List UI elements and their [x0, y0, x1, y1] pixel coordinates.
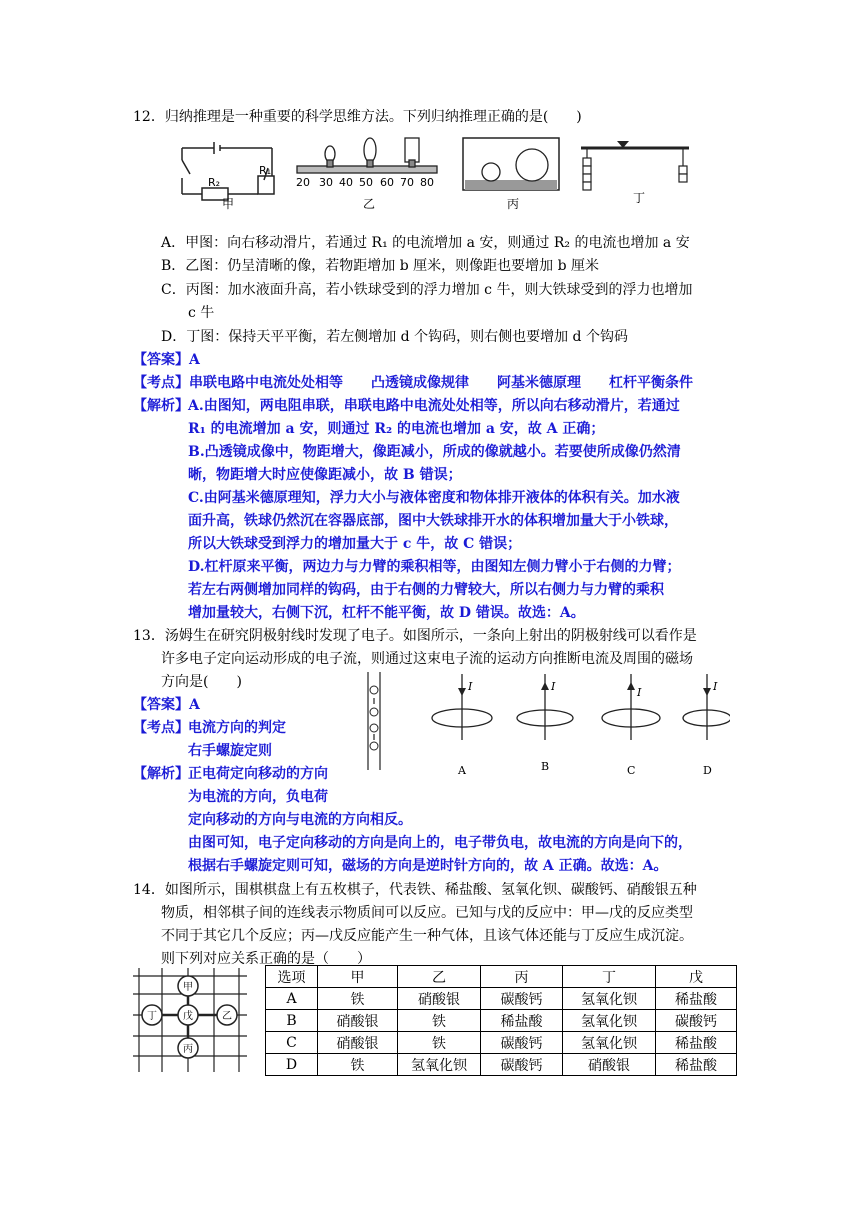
optical-bench-figure-yi	[293, 136, 443, 210]
q12-analysis-line: C.由阿基米德原理知，浮力大小与液体密度和物体排开液体的体积有关。加水液	[188, 490, 680, 506]
table-cell: 氢氧化钡	[398, 1054, 481, 1076]
table-header: 丁	[563, 966, 656, 988]
r1-label: R₁	[259, 164, 272, 177]
q12-option-c-cont: c 牛	[188, 305, 215, 321]
point-text: 串联电路中电流处处相等 凸透镜成像规律 阿基米德原理 杠杆平衡条件	[189, 375, 693, 391]
q14-stem-line: 则下列对应关系正确的是（ ）	[161, 951, 371, 967]
current-label-c: I	[637, 686, 642, 699]
q12-analysis-line: D.杠杆原来平衡，两边力与力臂的乘积相等，由图知左侧力臂小于右侧的力臂；	[188, 559, 681, 575]
scale-80: 80	[420, 176, 434, 189]
stone-label-yi: 乙	[222, 1011, 232, 1022]
table-cell: 硝酸银	[398, 988, 481, 1010]
scale-20: 20	[296, 176, 310, 189]
q14-stem-line: 物质，相邻棋子间的连线表示物质间可以反应。已知与戊的反应中：甲—戊的反应类型	[161, 905, 693, 921]
q13-point: 电流方向的判定	[188, 720, 286, 736]
table-cell: 氢氧化钡	[563, 1010, 656, 1032]
table-header: 选项	[266, 966, 318, 988]
fig-yi-caption: 乙	[363, 197, 376, 210]
q12-point	[133, 373, 693, 393]
table-cell: 稀盐酸	[656, 1032, 737, 1054]
fig-jia-caption: 甲	[222, 197, 235, 210]
table-cell: 铁	[318, 988, 398, 1010]
table-row	[266, 1032, 737, 1054]
table-row	[266, 988, 737, 1010]
q13-analysis-line: 为电流的方向，负电荷	[188, 789, 328, 805]
q13-analysis-line: 根据右手螺旋定则可知，磁场的方向是逆时针方向的，故 A 正确。故选：A。	[188, 858, 668, 874]
lever-figure-ding	[577, 136, 697, 210]
q13-analysis-line: 定向移动的方向与电流的方向相反。	[188, 812, 412, 828]
q14-stem-line: 不同于其它几个反应；丙—戊反应能产生一种气体，且该气体还能与丁反应生成沉淀。	[161, 928, 693, 944]
table-cell: 硝酸银	[318, 1032, 398, 1054]
scale-30: 30	[319, 176, 333, 189]
options-table	[265, 965, 737, 1076]
table-cell: 稀盐酸	[481, 1010, 563, 1032]
q12-option-a: A．甲图：向右移动滑片，若通过 R₁ 的电流增加 a 安，则通过 R₂ 的电流也增加 a 安	[161, 235, 690, 251]
q12-analysis-line: 面升高，铁球仍然沉在容器底部，图中大铁球排开水的体积增加量大于小铁球，	[188, 513, 678, 529]
table-cell: 碳酸钙	[656, 1010, 737, 1032]
stone-label-wu: 戊	[183, 1011, 193, 1022]
current-label-b: I	[551, 680, 556, 693]
table-cell: B	[266, 1010, 318, 1032]
q12-analysis-line: B.凸透镜成像中，物距增大，像距减小，所成的像就越小。若要使所成像仍然清	[188, 444, 681, 460]
table-cell: 铁	[398, 1010, 481, 1032]
table-row	[266, 1010, 737, 1032]
option-label-a: A	[458, 764, 466, 777]
point-tag: 【考点】	[133, 375, 189, 391]
option-label-c: C	[627, 764, 636, 777]
table-header: 甲	[318, 966, 398, 988]
q12-analysis-line: R₁ 的电流增加 a 安，则通过 R₂ 的电流也增加 a 安，故 A 正确；	[188, 421, 605, 437]
electron-tube	[368, 672, 380, 770]
q12-analysis-tag: 【解析】	[133, 398, 189, 414]
option-label-b: B	[541, 760, 550, 773]
r2-label: R₂	[208, 176, 221, 189]
stone-label-ding: 丁	[147, 1011, 157, 1022]
q13-stem-line: 许多电子定向运动形成的电子流，则通过这束电子流的运动方向推断电流及周围的磁场	[161, 651, 693, 667]
scale-40: 40	[339, 176, 353, 189]
buoyancy-figure-bing	[461, 136, 563, 210]
q13-point: 右手螺旋定则	[188, 743, 272, 759]
table-cell: C	[266, 1032, 318, 1054]
answer-value: A	[189, 352, 200, 368]
q13-point-tag: 【考点】	[133, 720, 189, 736]
q12-analysis-line: 若左右两侧增加同样的钩码，由于右侧的力臂较大，所以右侧力与力臂的乘积	[188, 582, 664, 598]
option-label-d: D	[703, 764, 712, 777]
q12-option-b: B．乙图：仍呈清晰的像，若物距增加 b 厘米，则像距也要增加 b 厘米	[161, 258, 600, 274]
scale-70: 70	[400, 176, 414, 189]
q12-analysis-line: A.由图知，两电阻串联，串联电路中电流处处相等，所以向右移动滑片，若通过	[188, 398, 680, 414]
q12-option-d: D．丁图：保持天平平衡，若左侧增加 d 个钩码，则右侧也要增加 d 个钩码	[161, 329, 628, 345]
table-cell: 硝酸银	[318, 1010, 398, 1032]
answer-value: A	[189, 697, 200, 713]
table-cell: 碳酸钙	[481, 988, 563, 1010]
table-cell: D	[266, 1054, 318, 1076]
q13-answer	[133, 695, 200, 715]
table-row	[266, 1054, 737, 1076]
q12-analysis-line: 增加量较大，右侧下沉，杠杆不能平衡，故 D 错误。故选：A。	[188, 605, 585, 621]
stone-label-bing: 丙	[183, 1044, 193, 1055]
q14-stem-line: 14．如图所示，围棋棋盘上有五枚棋子，代表铁、稀盐酸、氢氧化钡、碳酸钙、硝酸银五种	[133, 882, 697, 898]
q13-stem-line: 13．汤姆生在研究阴极射线时发现了电子。如图所示，一条向上射出的阴极射线可以看作是	[133, 628, 697, 644]
table-cell: 稀盐酸	[656, 988, 737, 1010]
q12-analysis-line: 所以大铁球受到浮力的增加量大于 c 牛，故 C 错误；	[188, 536, 522, 552]
table-header: 丙	[481, 966, 563, 988]
current-label-a: I	[468, 680, 473, 693]
q12-analysis-line: 晰，物距增大时应使像距减小，故 B 错误；	[188, 467, 462, 483]
table-header-row	[266, 966, 737, 988]
scale-50: 50	[359, 176, 373, 189]
table-cell: 硝酸银	[563, 1054, 656, 1076]
answer-tag: 【答案】	[133, 352, 189, 368]
table-cell: 稀盐酸	[656, 1054, 737, 1076]
circuit-figure-jia	[176, 136, 278, 210]
table-header: 戊	[656, 966, 737, 988]
go-board-figure	[131, 966, 249, 1076]
current-label-d: I	[713, 680, 718, 693]
table-header: 乙	[398, 966, 481, 988]
table-cell: 铁	[398, 1032, 481, 1054]
answer-tag: 【答案】	[133, 697, 189, 713]
table-cell: 氢氧化钡	[563, 988, 656, 1010]
fig-bing-caption: 丙	[507, 197, 520, 210]
scale-60: 60	[380, 176, 394, 189]
q13-stem-line: 方向是( )	[161, 674, 242, 690]
table-cell: 氢氧化钡	[563, 1032, 656, 1054]
fig-ding-caption: 丁	[633, 191, 646, 205]
electron-beam-figure	[360, 670, 730, 782]
table-cell: A	[266, 988, 318, 1010]
table-cell: 碳酸钙	[481, 1054, 563, 1076]
stone-label-jia: 甲	[183, 982, 193, 993]
q13-analysis-line: 正电荷定向移动的方向	[188, 766, 328, 782]
table-cell: 碳酸钙	[481, 1032, 563, 1054]
q12-stem: 12．归纳推理是一种重要的科学思维方法。下列归纳推理正确的是( )	[133, 109, 582, 125]
q12-option-c: C．丙图：加水液面升高，若小铁球受到的浮力增加 c 牛，则大铁球受到的浮力也增加	[161, 282, 693, 298]
q13-analysis-line: 由图可知，电子定向移动的方向是向上的，电子带负电，故电流的方向是向下的，	[188, 835, 692, 851]
table-cell: 铁	[318, 1054, 398, 1076]
q13-analysis-tag: 【解析】	[133, 766, 189, 782]
q12-answer	[133, 350, 200, 370]
